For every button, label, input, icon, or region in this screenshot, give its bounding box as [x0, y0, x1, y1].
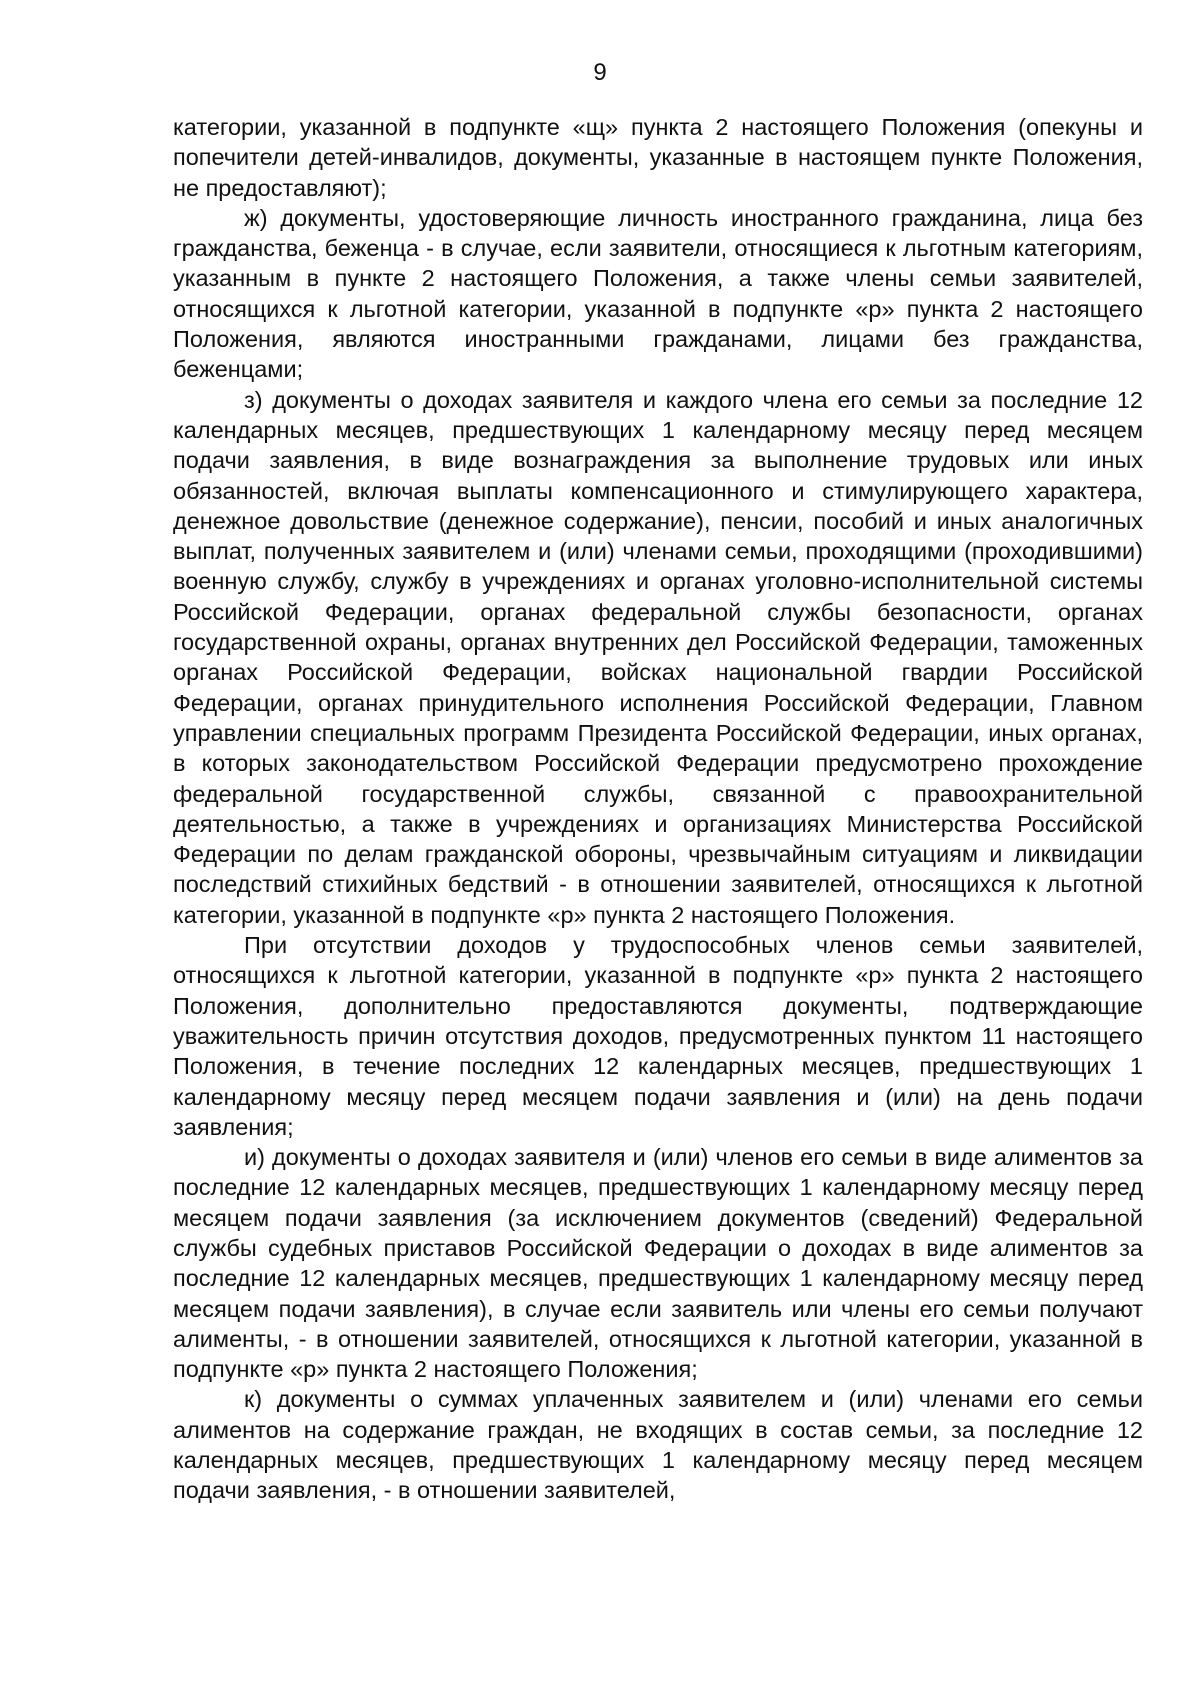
page-number: 9 — [593, 59, 607, 86]
paragraph-item-i: и) документы о доходах заявителя и (или) членов его семьи в виде алиментов за последние 12 календарных месяцев, предшествующих 1 календарному месяцу перед месяцем подачи заявления (за исключением документов (сведений) Федеральной службы судебных приставов Российской Федерации о доходах в виде алиментов за последние 12 календарных месяцев, предшествующих 1 календарному месяцу перед месяцем подачи заявления), в случае если заявитель или члены его семьи получают алименты, - в отношении заявителей, относящихся к льготной категории, указанной в подпункте «р» пункта 2 настоящего Положения; — [173, 1144, 1143, 1383]
paragraph-item-k: к) документы о суммах уплаченных заявителем и (или) членами его семьи алиментов на содержание граждан, не входящих в состав семьи, за последние 12 календарных месяцев, предшествующих 1 календарному месяцу перед месяцем подачи заявления, - в отношении заявителей, — [173, 1386, 1143, 1504]
paragraph-no-income-clause: При отсутствии доходов у трудоспособных членов семьи заявителей, относящихся к льготной категории, указанной в подпункте «р» пункта 2 настоящего Положения, дополнительно предоставляются документы, подтверждающие уважительность причин отсутствия доходов, предусмотренных пунктом 11 настоящего Положения, в течение последних 12 календарных месяцев, предшествующих 1 календарному месяцу перед месяцем подачи заявления и (или) на день подачи заявления; — [173, 932, 1143, 1140]
paragraph-item-z: з) документы о доходах заявителя и каждого члена его семьи за последние 12 календарных месяцев, предшествующих 1 календарному месяцу перед месяцем подачи заявления, в виде вознаграждения за выполнение трудовых или иных обязанностей, включая выплаты компенсационного и стимулирующего характера, денежное довольствие (денежное содержание), пенсии, пособий и иных аналогичных выплат, полученных заявителем и (или) членами семьи, проходящими (проходившими) военную службу, службу в учреждениях и органах уголовно-исполнительной системы Российской Федерации, органах федеральной службы безопасности, органах государственной охраны, органах внутренних дел Российской Федерации, таможенных органах Российской Федерации, войсках национальной гвардии Российской Федерации, органах принудительного исполнения Российской Федерации, Главном управлении специальных программ Президента Российской Федерации, иных органах, в которых законодательством Российской Федерации предусмотрено прохождение федеральной государственной службы, связанной с правоохранительной деятельностью, а также в учреждениях и организациях Министерства Российской Федерации по делам гражданской обороны, чрезвычайным ситуациям и ликвидации последствий стихийных бедствий - в отношении заявителей, относящихся к льготной категории, указанной в подпункте «р» пункта 2 настоящего Положения. — [173, 386, 1143, 928]
document-body — [173, 112, 1143, 1506]
paragraph-item-zh: ж) документы, удостоверяющие личность иностранного гражданина, лица без гражданства, беженца - в случае, если заявители, относящиеся к льготным категориям, указанным в пункте 2 настоящего Положения, а также члены семьи заявителей, относящихся к льготной категории, указанной в подпункте «р» пункта 2 настоящего Положения, являются иностранными гражданами, лицами без гражданства, беженцами; — [173, 204, 1143, 383]
paragraph-continuation: категории, указанной в подпункте «щ» пункта 2 настоящего Положения (опекуны и попечители детей-инвалидов, документы, указанные в настоящем пункте Положения, не предоставляют); — [173, 114, 1143, 201]
